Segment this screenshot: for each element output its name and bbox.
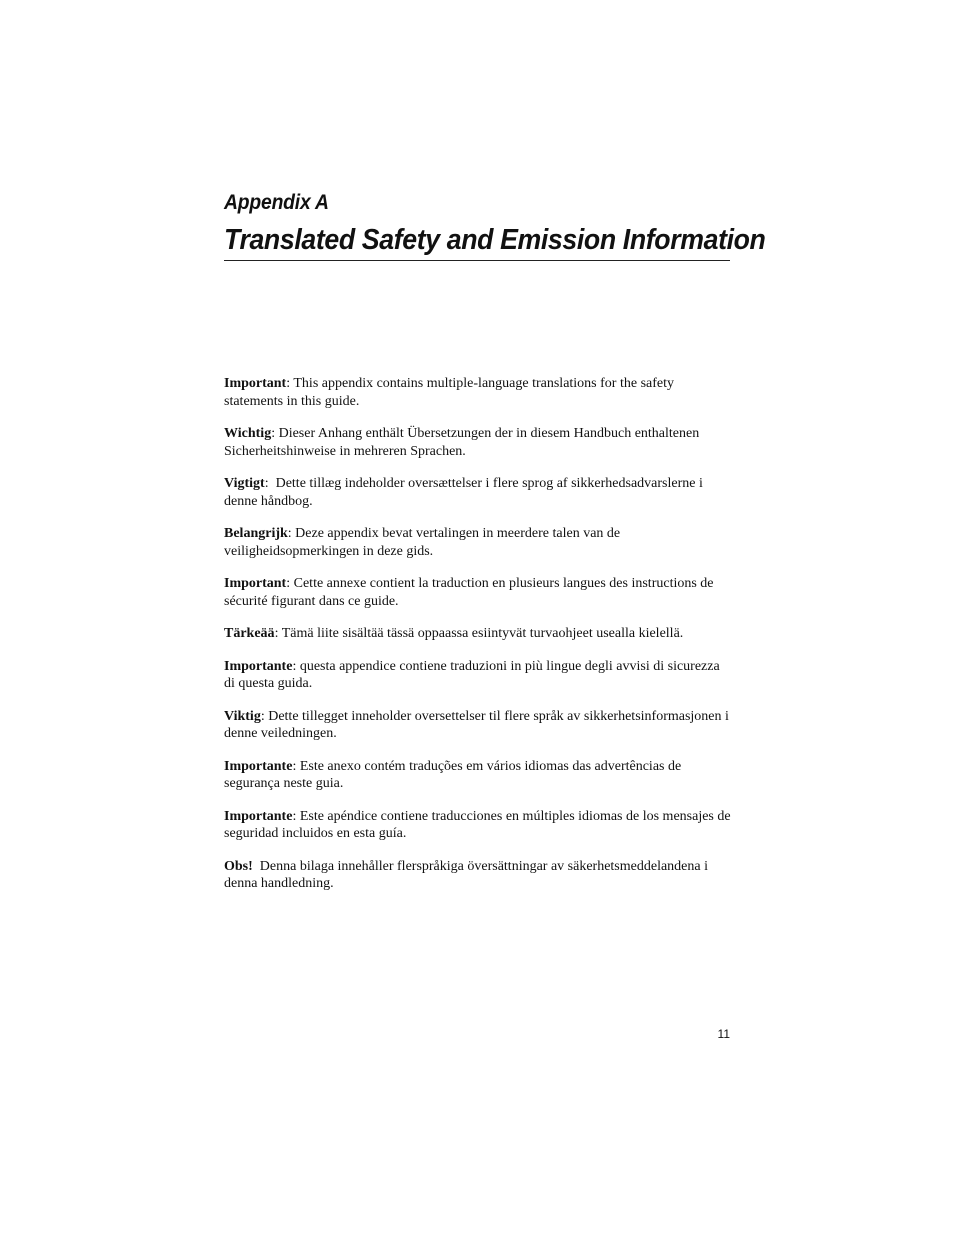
notice-finnish bbox=[224, 625, 734, 643]
notice-term: Wichtig bbox=[224, 426, 272, 441]
notice-german bbox=[224, 425, 734, 460]
notice-term: Importante bbox=[224, 758, 293, 774]
notice-text: This appendix contains multiple-language translations for the safety statements in this guide. bbox=[224, 376, 674, 409]
notice-term: Important bbox=[224, 376, 287, 391]
notice-separator: : bbox=[292, 808, 297, 824]
chapter-title: Translated Safety and Emission Information bbox=[224, 224, 766, 256]
notice-english bbox=[224, 375, 734, 410]
notice-dutch bbox=[224, 525, 734, 560]
notice-portuguese bbox=[224, 758, 734, 793]
translated-notices bbox=[224, 375, 734, 908]
notice-text: Dette tillegget inneholder oversettelser til flere språk av sikkerhetsinformasjonen i denne veiledningen. bbox=[224, 708, 729, 741]
notice-text: Este anexo contém traduções em vários idiomas das advertências de segurança neste guia. bbox=[224, 758, 682, 791]
notice-separator: : bbox=[287, 526, 292, 541]
notice-separator: : bbox=[264, 476, 269, 491]
notice-term: Important bbox=[224, 576, 287, 591]
notice-italian bbox=[224, 658, 734, 693]
notice-term: Obs! bbox=[224, 858, 253, 874]
notice-text: Dieser Anhang enthält Übersetzungen der in diesem Handbuch enthaltenen Sicherheitshinweise in mehreren Sprachen. bbox=[224, 426, 700, 459]
notice-separator: : bbox=[292, 758, 297, 774]
notice-text: questa appendice contiene traduzioni in più lingue degli avvisi di sicurezza di questa guida. bbox=[224, 658, 720, 691]
notice-separator: : bbox=[286, 576, 291, 591]
notice-term: Importante bbox=[224, 658, 293, 674]
notice-separator: : bbox=[271, 426, 276, 441]
notice-spanish bbox=[224, 808, 734, 843]
notice-french bbox=[224, 575, 734, 610]
notice-term: Tärkeää bbox=[224, 626, 275, 641]
notice-text: Tämä liite sisältää tässä oppaassa esiintyvät turvaohjeet usealla kielellä. bbox=[278, 626, 684, 641]
notice-separator: : bbox=[286, 376, 291, 391]
title-divider bbox=[224, 260, 730, 261]
notice-term: Belangrijk bbox=[224, 526, 288, 541]
chapter-header bbox=[224, 188, 766, 260]
appendix-label: Appendix A bbox=[224, 191, 329, 214]
notice-separator: : bbox=[292, 658, 297, 674]
notice-term: Viktig bbox=[224, 708, 261, 724]
notice-text: Denna bilaga innehåller flerspråkiga översättningar av säkerhetsmeddelandena i denna handledning. bbox=[224, 858, 712, 891]
notice-swedish bbox=[224, 858, 734, 893]
notice-separator: : bbox=[260, 708, 265, 724]
notice-text: Dette tillæg indeholder oversættelser i flere sprog af sikkerhedsadvarslerne i denne håndbog. bbox=[224, 476, 707, 509]
notice-separator: : bbox=[274, 626, 279, 641]
notice-term: Importante bbox=[224, 808, 293, 824]
notice-text: Deze appendix bevat vertalingen in meerdere talen van de veiligheidsopmerkingen in deze gids. bbox=[224, 526, 621, 559]
notice-danish bbox=[224, 475, 734, 510]
notice-term: Vigtigt bbox=[224, 476, 265, 491]
page-number: 11 bbox=[717, 1027, 730, 1041]
notice-norwegian bbox=[224, 708, 734, 743]
notice-text: Este apéndice contiene traducciones en múltiples idiomas de los mensajes de seguridad incluidos en esta guía. bbox=[224, 808, 731, 841]
notice-text: Cette annexe contient la traduction en plusieurs langues des instructions de sécurité figurant dans ce guide. bbox=[224, 576, 714, 609]
